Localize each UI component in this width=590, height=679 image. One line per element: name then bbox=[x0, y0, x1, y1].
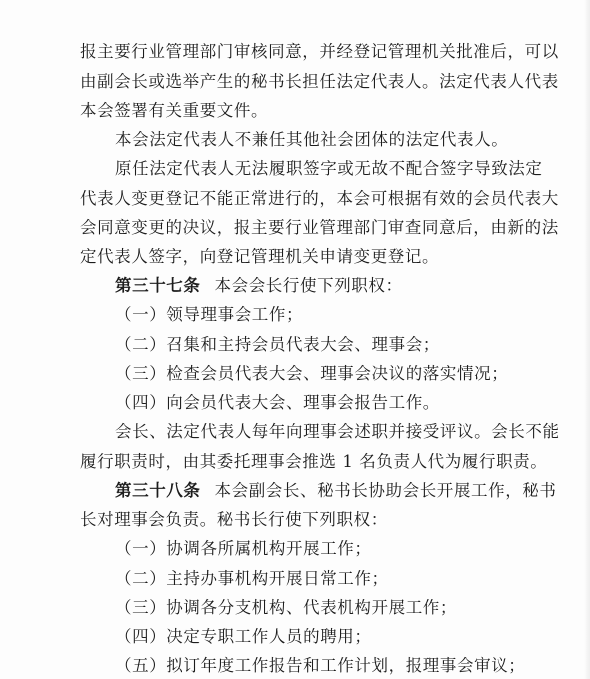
text-line: 长对理事会负责。秘书长行使下列职权： bbox=[80, 510, 388, 529]
text-line: 履行职责时，由其委托理事会推选 1 名负责人代为履行职责。 bbox=[80, 452, 548, 471]
text-line: 报主要行业管理部门审核同意，并经登记管理机关批准后，可以 bbox=[80, 42, 559, 61]
list-item: （三）协调各分支机构、代表机构开展工作； bbox=[115, 598, 457, 617]
text-line: 定代表人签字，向登记管理机关申请变更登记。 bbox=[80, 247, 440, 266]
list-item: （四）决定专职工作人员的聘用； bbox=[115, 627, 372, 646]
text-line: 由副会长或选举产生的秘书长担任法定代表人。法定代表人代表 bbox=[80, 72, 559, 91]
list-item: （二）召集和主持会员代表大会、理事会； bbox=[115, 335, 440, 354]
text-line: 会同意变更的决议，报主要行业管理部门审查同意后，由新的法 bbox=[80, 218, 559, 237]
text-line: 本会法定代表人不兼任其他社会团体的法定代表人。 bbox=[115, 130, 509, 149]
article-37-text: 本会会长行使下列职权： bbox=[214, 276, 403, 295]
article-38-line bbox=[115, 481, 557, 501]
text-line: 本会签署有关重要文件。 bbox=[80, 101, 269, 120]
list-item: （四）向会员代表大会、理事会报告工作。 bbox=[115, 393, 440, 412]
list-item: （一）协调各所属机构开展工作； bbox=[115, 539, 372, 558]
text-line: 原任法定代表人无法履职签字或无故不配合签字导致法定 bbox=[115, 159, 543, 178]
page-edge-shadow bbox=[584, 0, 590, 679]
list-item: （五）拟订年度工作报告和工作计划，报理事会审议； bbox=[115, 656, 526, 675]
article-37-heading: 第三十七条 bbox=[115, 276, 201, 295]
article-37-line bbox=[115, 276, 403, 296]
list-item: （一）领导理事会工作； bbox=[115, 305, 304, 324]
text-line: 会长、法定代表人每年向理事会述职并接受评议。会长不能 bbox=[115, 422, 560, 441]
article-38-heading: 第三十八条 bbox=[115, 481, 201, 500]
text-line: 代表人变更登记不能正常进行的，本会可根据有效的会员代表大 bbox=[80, 189, 559, 208]
list-item: （二）主持办事机构开展日常工作； bbox=[115, 569, 389, 588]
article-38-text: 本会副会长、秘书长协助会长开展工作，秘书 bbox=[214, 481, 557, 500]
list-item: （三）检查会员代表大会、理事会决议的落实情况； bbox=[115, 364, 509, 383]
